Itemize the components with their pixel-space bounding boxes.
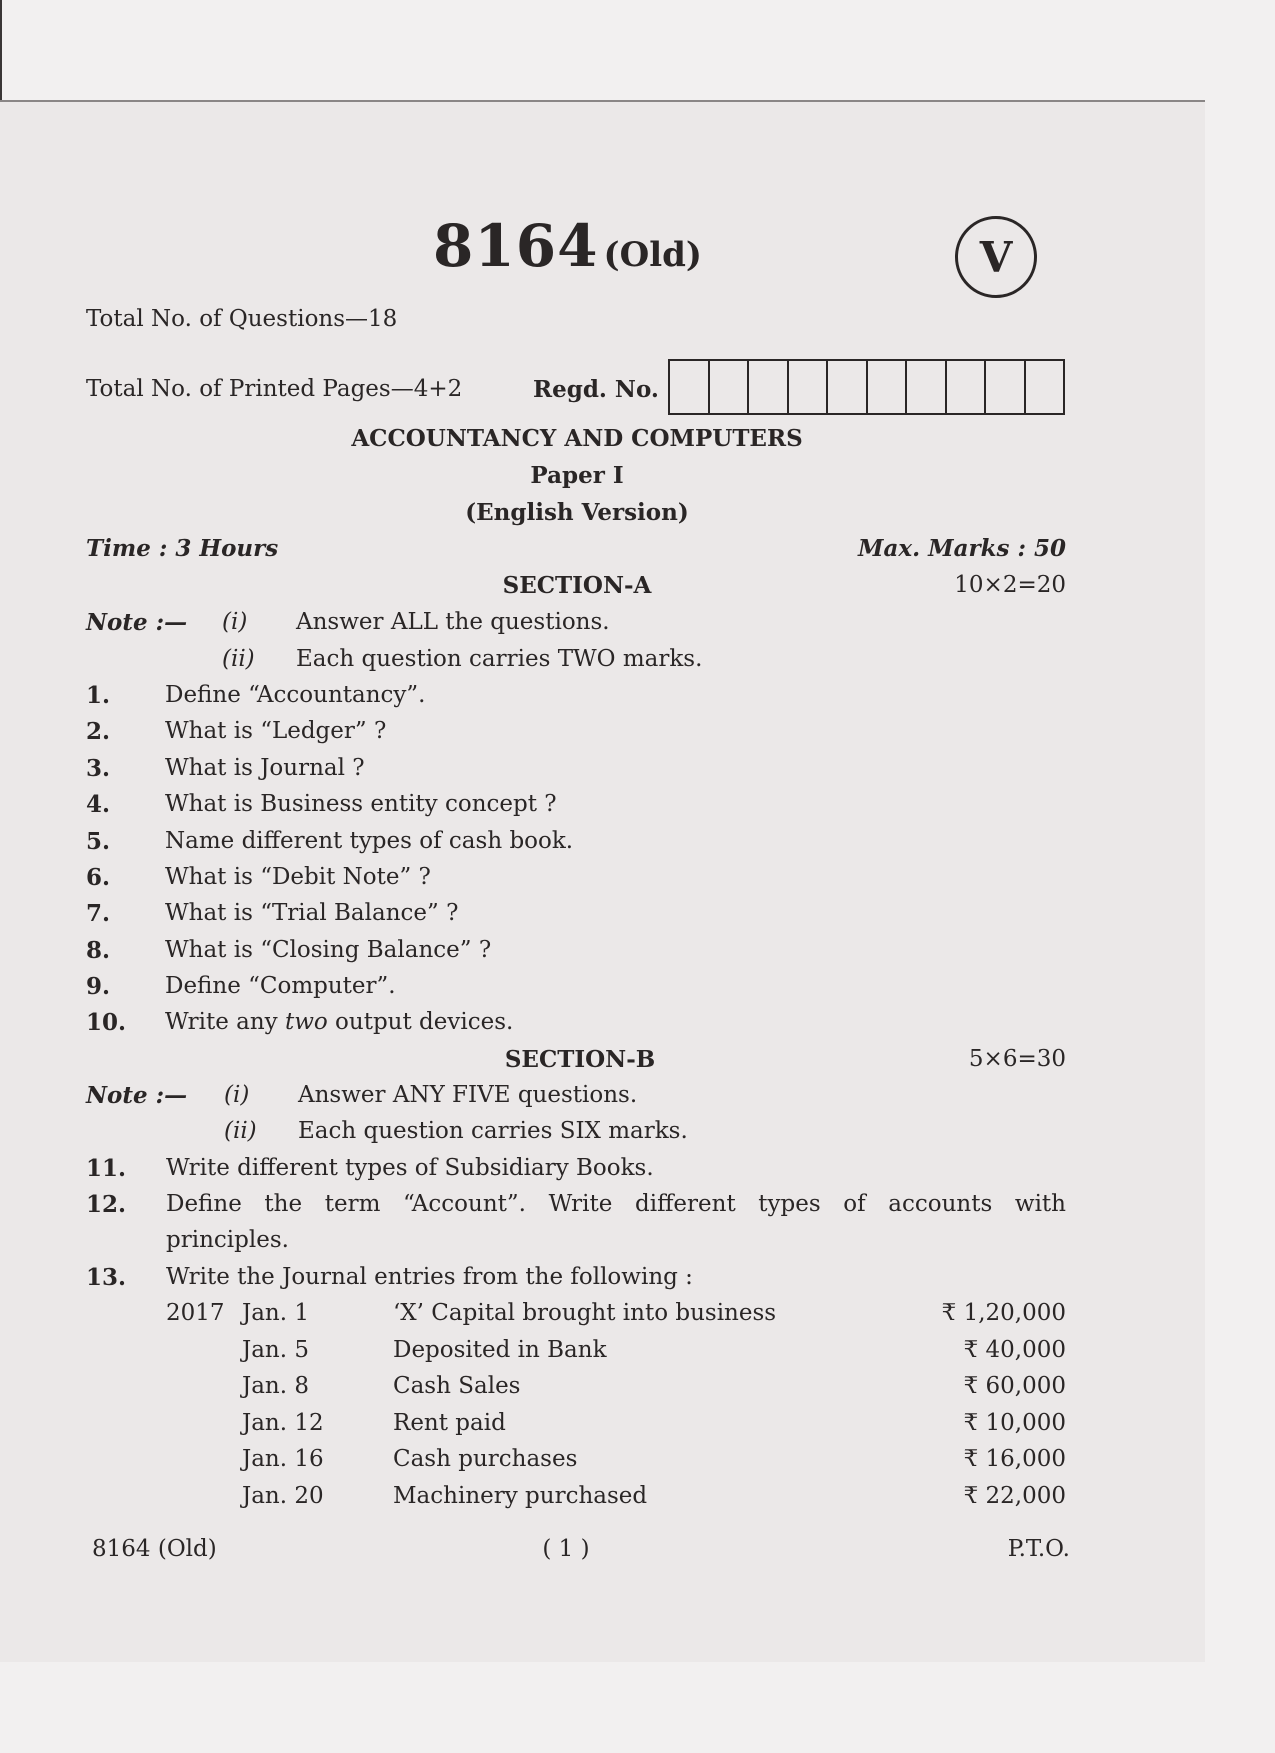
question-text: Write any two output devices.: [165, 1009, 514, 1035]
question-text: Write the Journal entries from the following :: [166, 1264, 693, 1290]
question-number: 7.: [86, 900, 111, 927]
question-number: 12.: [86, 1191, 127, 1218]
question-number: 13.: [86, 1264, 127, 1291]
question-text: What is “Ledger” ?: [165, 718, 387, 744]
note-num: (ii): [222, 646, 255, 672]
question-text: Define “Accountancy”.: [165, 682, 426, 708]
transaction-amount: ₹ 16,000: [963, 1446, 1066, 1472]
regd-cell[interactable]: [907, 361, 947, 413]
question-number: 2.: [86, 718, 111, 745]
question-number: 5.: [86, 828, 111, 855]
regd-cell[interactable]: [986, 361, 1026, 413]
version-mark-badge: [955, 216, 1037, 298]
question-number: 10.: [86, 1009, 127, 1036]
total-pages: Total No. of Printed Pages—4+2: [86, 376, 463, 402]
section-a-title: SECTION-A: [502, 572, 652, 599]
regd-cell[interactable]: [1026, 361, 1064, 413]
transaction-amount: ₹ 1,20,000: [941, 1300, 1066, 1326]
transaction-date: Jan. 16: [242, 1446, 324, 1472]
section-a-note-label: Note :—: [86, 609, 188, 636]
version-title: (English Version): [465, 499, 689, 526]
question-text: What is “Debit Note” ?: [165, 864, 431, 890]
version-mark: V: [979, 232, 1013, 282]
regd-cell[interactable]: [868, 361, 908, 413]
regd-cell[interactable]: [710, 361, 750, 413]
transaction-desc: Cash purchases: [393, 1446, 578, 1472]
regd-cell[interactable]: [828, 361, 868, 413]
question-text: Define “Computer”.: [165, 973, 396, 999]
section-a-marks: 10×2=20: [954, 572, 1066, 598]
note-text: Each question carries SIX marks.: [298, 1118, 688, 1144]
paper-code-suffix: (Old): [603, 235, 703, 275]
question-number: 6.: [86, 864, 111, 891]
question-text: What is “Closing Balance” ?: [165, 937, 492, 963]
transaction-desc: Rent paid: [393, 1410, 506, 1436]
question-number: 11.: [86, 1155, 127, 1182]
note-num: (ii): [224, 1118, 257, 1144]
transaction-amount: ₹ 10,000: [963, 1410, 1066, 1436]
time-allowed: Time : 3 Hours: [86, 535, 279, 562]
note-num: (i): [224, 1082, 250, 1108]
question-text-continued: principles.: [166, 1227, 289, 1253]
transaction-desc: ‘X’ Capital brought into business: [393, 1300, 777, 1326]
total-questions: Total No. of Questions—18: [86, 306, 398, 332]
regd-number-boxes[interactable]: [668, 359, 1065, 415]
page-number: ( 1 ): [542, 1536, 590, 1562]
question-number: 1.: [86, 682, 111, 709]
transaction-desc: Cash Sales: [393, 1373, 521, 1399]
question-text: What is Business entity concept ?: [165, 791, 557, 817]
paper-title: Paper I: [530, 462, 624, 489]
transaction-date: Jan. 20: [242, 1483, 324, 1509]
note-num: (i): [222, 609, 248, 635]
pto-label: P.T.O.: [1007, 1536, 1070, 1562]
question-number: 9.: [86, 973, 111, 1000]
transaction-desc: Deposited in Bank: [393, 1337, 607, 1363]
transaction-amount: ₹ 40,000: [963, 1337, 1066, 1363]
paper-code: 8164: [433, 212, 599, 280]
section-b-marks: 5×6=30: [968, 1046, 1066, 1072]
paper-code-block: [433, 212, 702, 280]
note-text: Answer ALL the questions.: [296, 609, 610, 635]
transaction-year: 2017: [166, 1300, 225, 1326]
question-number: 4.: [86, 791, 111, 818]
question-number: 8.: [86, 937, 111, 964]
question-number: 3.: [86, 755, 111, 782]
regd-cell[interactable]: [789, 361, 829, 413]
regd-cell[interactable]: [749, 361, 789, 413]
question-text: Name different types of cash book.: [165, 828, 574, 854]
transaction-date: Jan. 5: [242, 1337, 310, 1363]
regd-cell[interactable]: [947, 361, 987, 413]
note-text: Each question carries TWO marks.: [296, 646, 703, 672]
question-text: Write different types of Subsidiary Books.: [166, 1155, 654, 1181]
question-text: What is “Trial Balance” ?: [165, 900, 459, 926]
footer-code: 8164 (Old): [92, 1536, 217, 1562]
subject-title: ACCOUNTANCY AND COMPUTERS: [351, 425, 803, 452]
regd-cell[interactable]: [670, 361, 710, 413]
transaction-amount: ₹ 60,000: [963, 1373, 1066, 1399]
section-b-title: SECTION-B: [504, 1046, 656, 1073]
transaction-date: Jan. 1: [242, 1300, 310, 1326]
transaction-date: Jan. 8: [242, 1373, 310, 1399]
transaction-date: Jan. 12: [242, 1410, 324, 1436]
question-text: Define the term “Account”. Write different types of accounts with: [166, 1191, 1066, 1217]
max-marks: Max. Marks : 50: [858, 535, 1066, 562]
note-text: Answer ANY FIVE questions.: [298, 1082, 638, 1108]
transaction-desc: Machinery purchased: [393, 1483, 648, 1509]
question-text: What is Journal ?: [165, 755, 365, 781]
transaction-amount: ₹ 22,000: [963, 1483, 1066, 1509]
regd-label: Regd. No.: [533, 376, 659, 403]
section-b-note-label: Note :—: [86, 1082, 188, 1109]
scan-edge: [0, 0, 2, 110]
